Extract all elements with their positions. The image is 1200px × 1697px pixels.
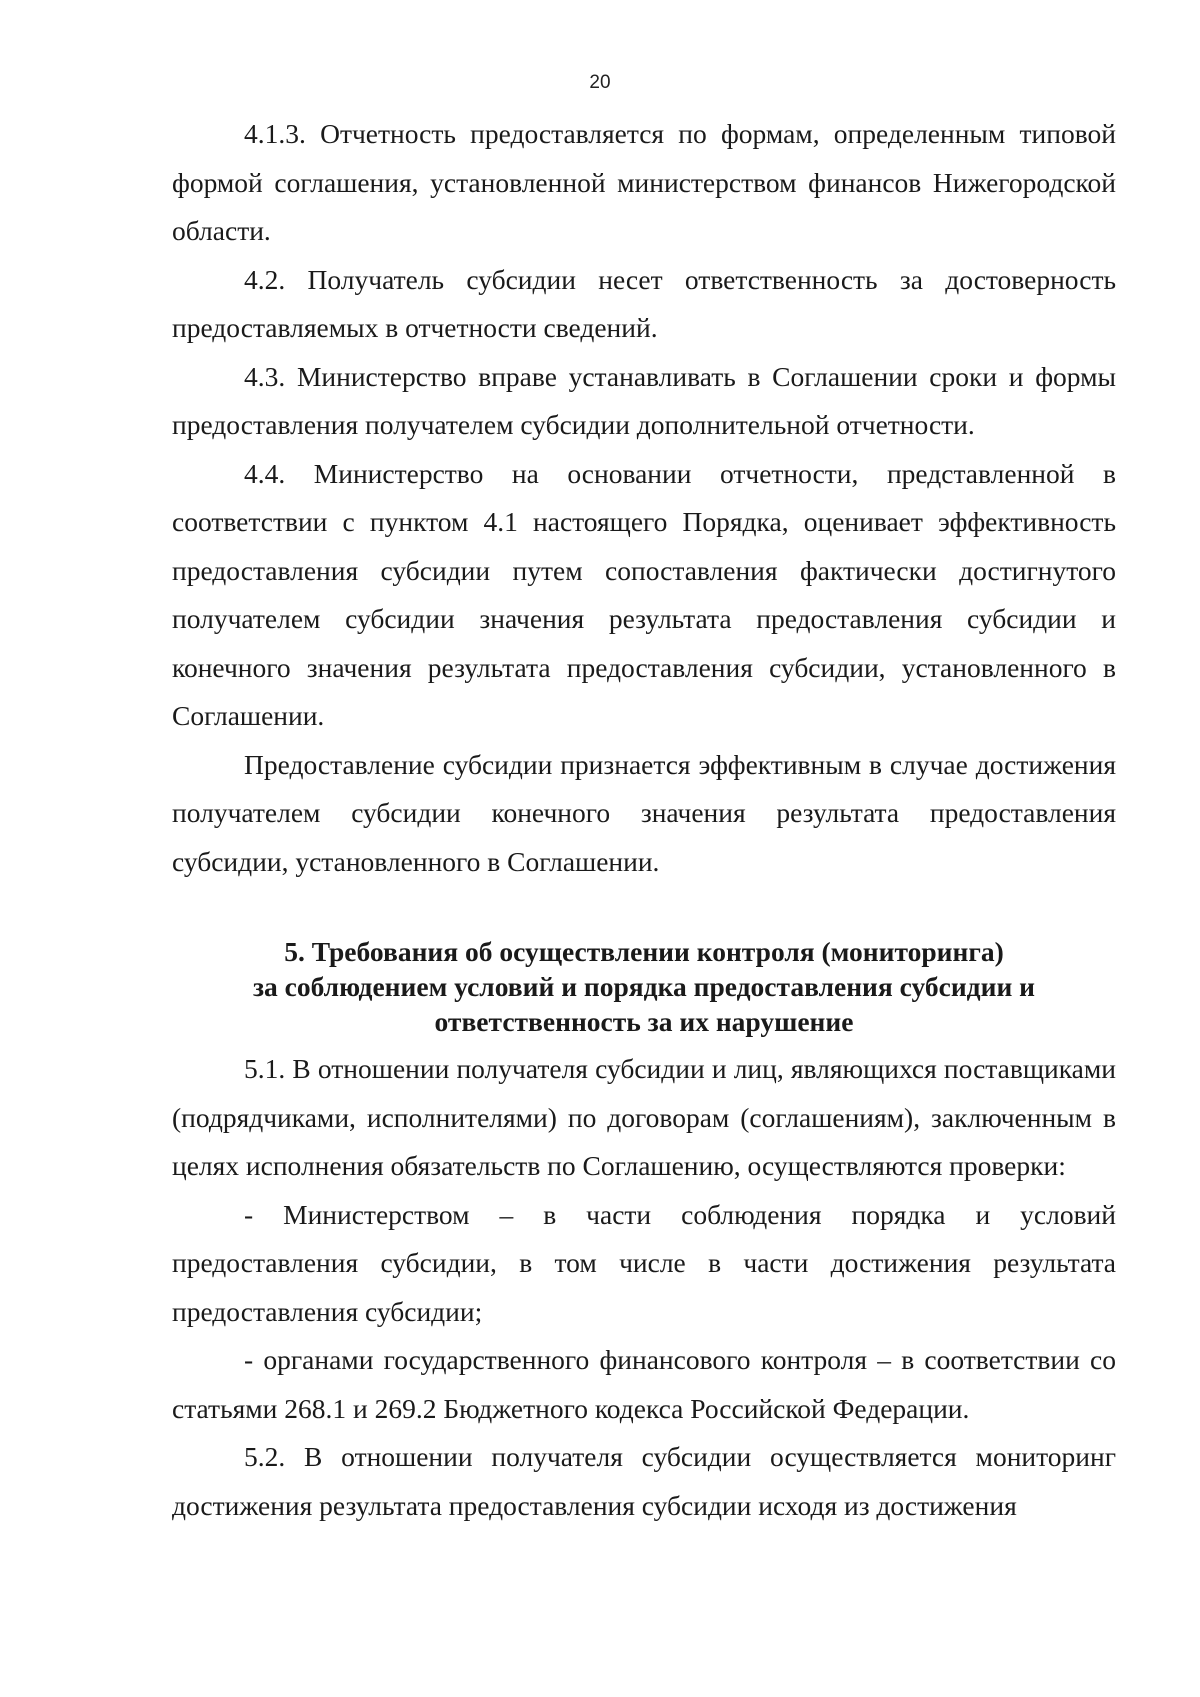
section-5-heading-line-2: за соблюдением условий и порядка предоставления субсидии и xyxy=(252,971,1036,1002)
paragraph-4-4: 4.4. Министерство на основании отчетности, представленной в соответствии с пунктом 4.1 настоящего Порядка, оценивает эффективность предоставления субсидии путем сопоставления фактически достигнутого получателем субсидии значения результата предоставления субсидии и конечного значения результата предоставления субсидии, установленного в Соглашении. xyxy=(172,457,1116,731)
list-item-control-bodies: - органами государственного финансового контроля – в соответствии со статьями 268.1 и 269.2 Бюджетного кодекса Российской Федерации. xyxy=(172,1344,1116,1424)
paragraph-5-1: 5.1. В отношении получателя субсидии и лиц, являющихся поставщиками (подрядчиками, исполнителями) по договорам (соглашениям), заключенным в целях исполнения обязательств по Соглашению, осуществляются проверки: xyxy=(172,1053,1116,1181)
paragraph-effectiveness: Предоставление субсидии признается эффективным в случае достижения получателем субсидии конечного значения результата предоставления субсидии, установленного в Соглашении. xyxy=(172,748,1116,877)
page-number: 20 xyxy=(589,72,611,93)
paragraph-4-3: 4.3. Министерство вправе устанавливать в Соглашении сроки и формы предоставления получателем субсидии дополнительной отчетности. xyxy=(172,360,1116,440)
paragraph-4-1-3: 4.1.3. Отчетность предоставляется по формам, определенным типовой формой соглашения, установленной министерством финансов Нижегородской области. xyxy=(172,118,1116,246)
paragraph-4-2: 4.2. Получатель субсидии несет ответственность за достоверность предоставляемых в отчетности сведений. xyxy=(172,263,1116,343)
paragraph-5-2: 5.2. В отношении получателя субсидии осуществляется мониторинг достижения результата предоставления субсидии исходя из достижения xyxy=(172,1441,1116,1521)
document-body xyxy=(172,110,1116,1530)
list-item-ministry: - Министерством – в части соблюдения порядка и условий предоставления субсидии, в том числе в части достижения результата предоставления субсидии; xyxy=(172,1198,1116,1327)
section-5-heading-line-3: ответственность за их нарушение xyxy=(434,1006,854,1037)
section-5-heading-line-1: 5. Требования об осуществлении контроля (мониторинга) xyxy=(284,936,1004,967)
section-5-heading xyxy=(172,934,1116,1039)
